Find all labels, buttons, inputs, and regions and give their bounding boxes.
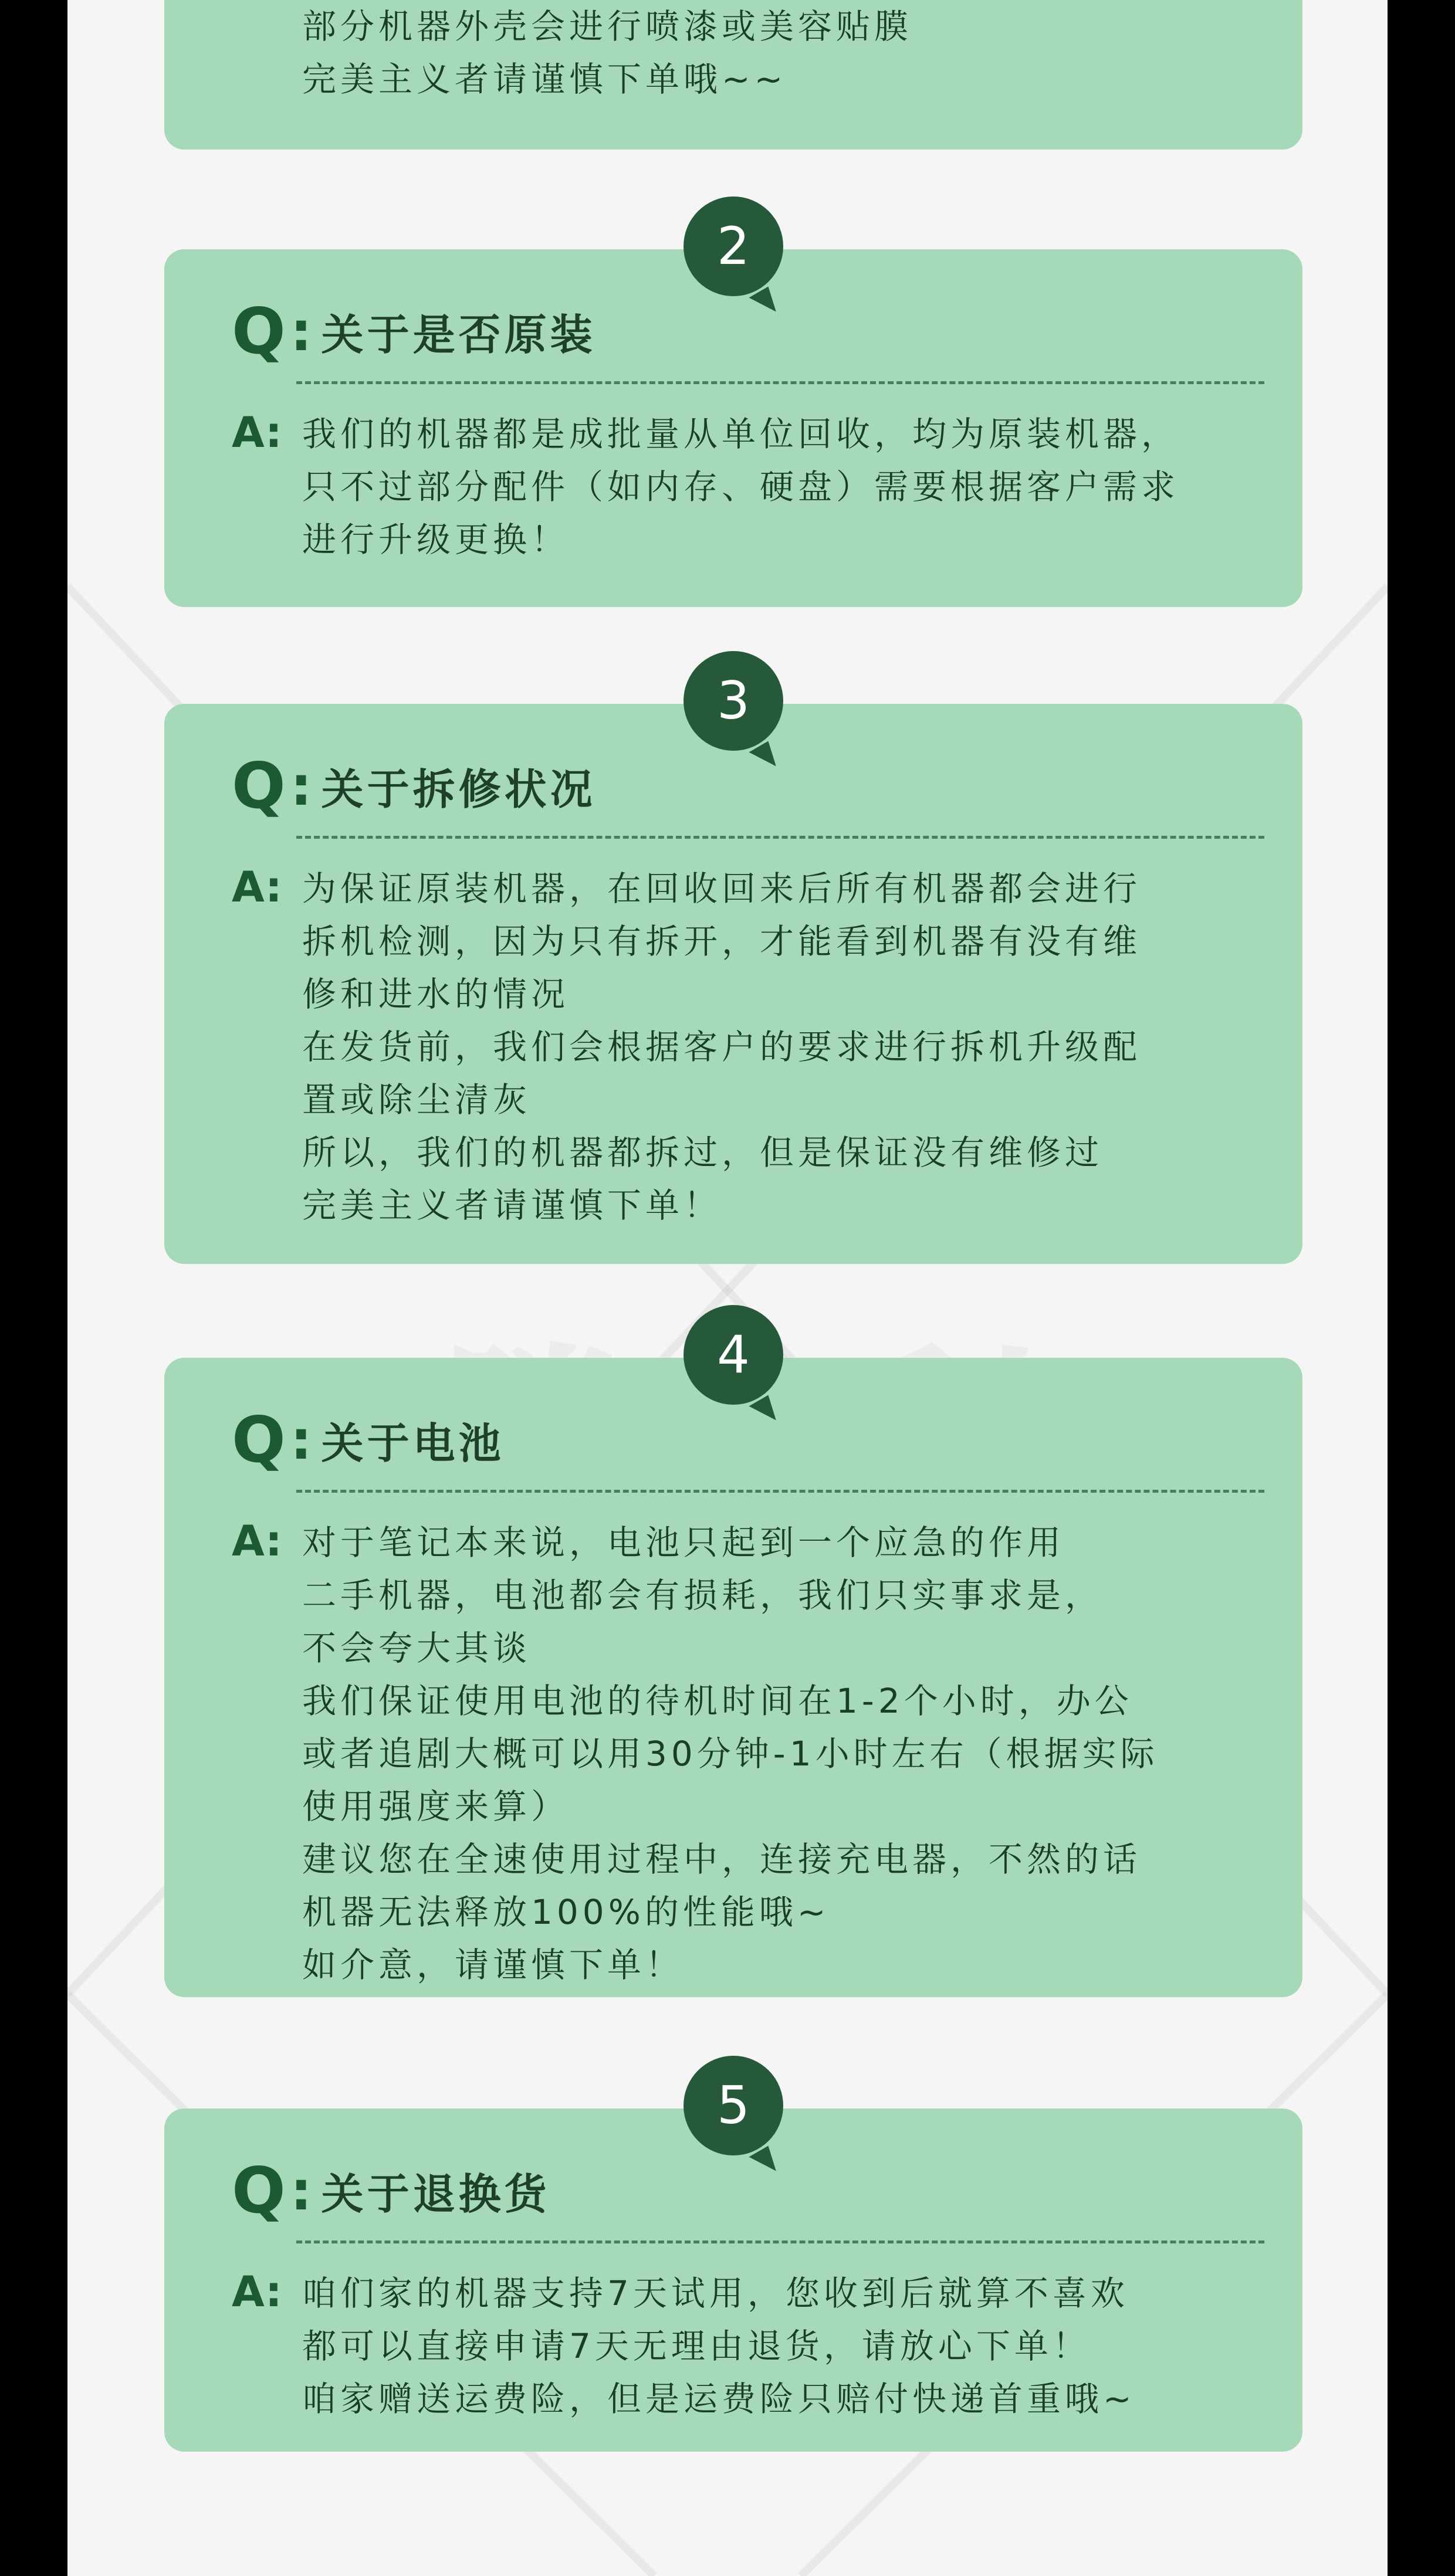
a-label: A: (232, 1516, 282, 1565)
q-label: Q (232, 749, 286, 823)
answer-line: 修和进水的情况 (302, 974, 570, 1014)
a-label: A: (232, 2267, 282, 2316)
question-row (232, 296, 596, 367)
question-row (232, 751, 596, 821)
answer-line: 部分机器外壳会进行喷漆或美容贴膜 (302, 6, 913, 46)
answer-line: 建议您在全速使用过程中，连接充电器，不然的话 (302, 1839, 1142, 1879)
answer-line: 我们保证使用电池的待机时间在1-2个小时，办公 (302, 1681, 1133, 1721)
answer-line: 不会夸大其谈 (302, 1628, 532, 1668)
question-row (232, 1405, 505, 1475)
faq-card-2 (164, 216, 1302, 607)
q-colon: : (290, 2159, 312, 2222)
dashed-divider (296, 1490, 1264, 1493)
dashed-divider (296, 381, 1264, 384)
number-badge: 5 (683, 2056, 783, 2155)
q-label: Q (232, 2154, 286, 2228)
answer-line: 机器无法释放100%的性能哦~ (302, 1892, 830, 1932)
answer-line: 咱们家的机器支持7天试用，您收到后就算不喜欢 (302, 2273, 1129, 2313)
question-title: 关于电池 (321, 1419, 505, 1468)
answer-line: 都可以直接申请7天无理由退货，请放心下单！ (302, 2326, 1091, 2366)
faq-card-3 (164, 670, 1302, 1264)
answer-line: 我们的机器都是成批量从单位回收，均为原装机器， (302, 414, 1180, 454)
answer-line: 在发货前，我们会根据客户的要求进行拆机升级配 (302, 1027, 1142, 1067)
question-title: 关于退换货 (321, 2170, 550, 2219)
answer-line: 二手机器，电池都会有损耗，我们只实事求是， (302, 1575, 1104, 1615)
answer-line: 为保证原装机器，在回收回来后所有机器都会进行 (302, 869, 1142, 909)
q-label: Q (232, 294, 286, 368)
answer-line: 或者追剧大概可以用30分钟-1小时左右（根据实际 (302, 1734, 1159, 1774)
a-label: A: (232, 862, 282, 911)
q-label: Q (232, 1403, 286, 1477)
answer-line: 完美主义者请谨慎下单哦~~ (302, 59, 787, 99)
faq-card-1-tail (164, 0, 1302, 150)
answer-line: 咱家赠送运费险，但是运费险只赔付快递首重哦~ (302, 2379, 1136, 2419)
faq-page (67, 0, 1388, 2576)
question-row (232, 2155, 550, 2226)
number-badge: 4 (683, 1305, 783, 1405)
q-colon: : (290, 1408, 312, 1472)
answer-line: 对于笔记本来说，电池只起到一个应急的作用 (302, 1523, 1065, 1562)
number-badge: 2 (683, 196, 783, 296)
answer-line: 完美主义者请谨慎下单！ (302, 1185, 722, 1225)
dashed-divider (296, 836, 1264, 839)
answer-line: 置或除尘清灰 (302, 1080, 532, 1120)
answer-text (302, 1516, 1288, 1991)
answer-line: 使用强度来算） (302, 1787, 570, 1826)
answer-line: 进行升级更换！ (302, 520, 570, 560)
answer-line: 所以，我们的机器都拆过，但是保证没有维修过 (302, 1133, 1104, 1172)
faq-card-4 (164, 1324, 1302, 1997)
faq-card-5 (164, 2075, 1302, 2452)
question-title: 关于是否原装 (321, 310, 596, 360)
answer-line: 如介意，请谨慎下单！ (302, 1945, 684, 1985)
answer-text (302, 0, 912, 106)
number-badge: 3 (683, 651, 783, 751)
answer-line: 只不过部分配件（如内存、硬盘）需要根据客户需求 (302, 467, 1180, 507)
dashed-divider (296, 2241, 1264, 2243)
q-colon: : (290, 754, 312, 818)
q-colon: : (290, 300, 312, 363)
question-title: 关于拆修状况 (321, 765, 596, 814)
answer-line: 拆机检测，因为只有拆开，才能看到机器有没有维 (302, 921, 1142, 961)
answer-text (302, 408, 1288, 566)
a-label: A: (232, 408, 282, 457)
answer-text (302, 2267, 1288, 2425)
answer-text (302, 862, 1288, 1232)
